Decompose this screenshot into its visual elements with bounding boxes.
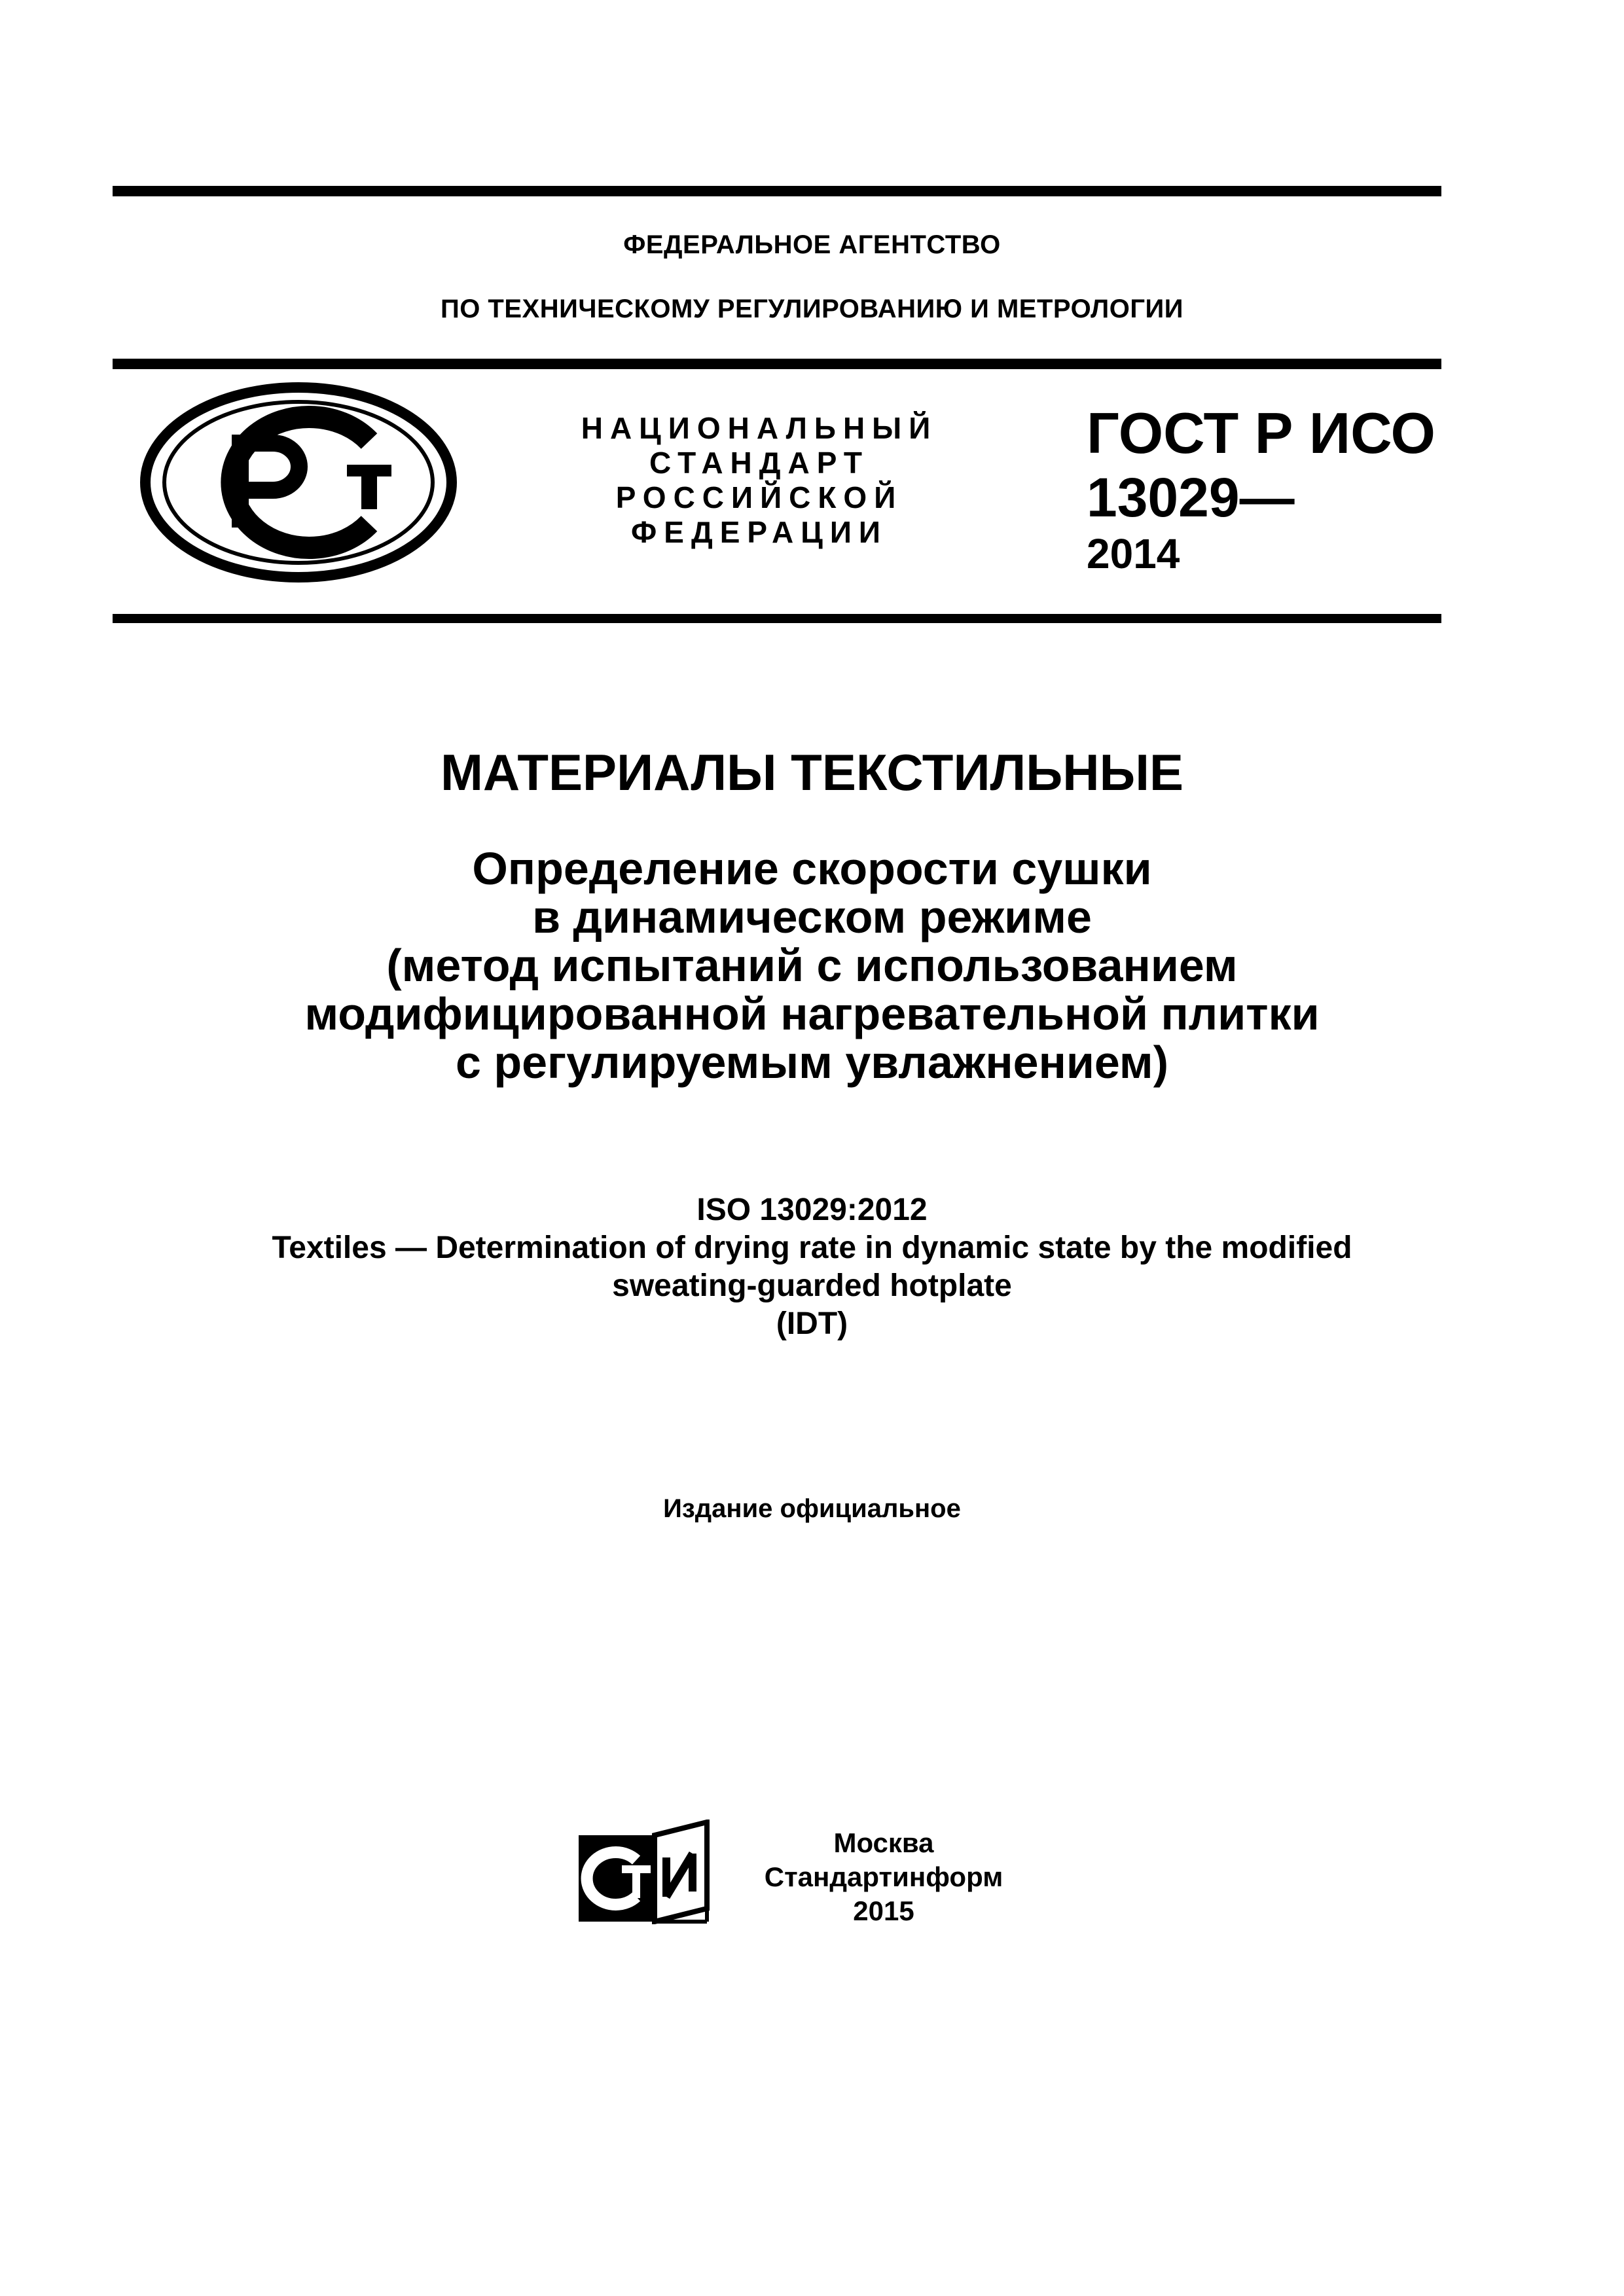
designation-line-2: 13029— <box>1087 467 1295 528</box>
standartinform-logo-icon <box>576 1820 713 1924</box>
iso-title-line-1: Textiles — Determination of drying rate in dynamic state by the modified <box>272 1230 1352 1265</box>
document-subtitle <box>0 844 1624 1086</box>
national-standard-line: ФЕДЕРАЦИИ <box>631 515 888 549</box>
iso-code: ISO 13029:2012 <box>696 1193 928 1227</box>
national-standard-line: НАЦИОНАЛЬНЫЙ <box>581 411 938 445</box>
top-rule <box>113 186 1441 196</box>
subtitle-line: с регулируемым увлажнением) <box>455 1037 1169 1088</box>
subtitle-line: (метод испытаний с использованием <box>386 940 1238 991</box>
document-title: МАТЕРИАЛЫ ТЕКСТИЛЬНЫЕ <box>440 744 1184 801</box>
iso-degree: (IDT) <box>776 1306 848 1341</box>
publication-year: 2015 <box>853 1895 914 1926</box>
subtitle-line: Определение скорости сушки <box>472 843 1152 894</box>
header-top-rule <box>113 359 1441 369</box>
publisher-block <box>727 1826 1041 1928</box>
subtitle-line: в динамическом режиме <box>532 891 1092 942</box>
national-standard-line: СТАНДАРТ <box>649 446 869 480</box>
standard-designation <box>1087 401 1435 579</box>
rst-mark-icon <box>139 381 458 584</box>
iso-title-line-2: sweating-guarded hotplate <box>612 1268 1012 1303</box>
agency-line-2: ПО ТЕХНИЧЕСКОМУ РЕГУЛИРОВАНИЮ И МЕТРОЛОГИИ <box>440 295 1184 323</box>
designation-line-1: ГОСТ Р ИСО <box>1087 401 1435 465</box>
national-standard-line: РОССИЙСКОЙ <box>615 480 903 514</box>
edition-label: Издание официальное <box>663 1494 961 1523</box>
iso-reference <box>0 1191 1624 1343</box>
designation-line-3: 2014 <box>1087 530 1180 577</box>
publisher-name: Стандартинформ <box>764 1861 1003 1892</box>
publisher-city: Москва <box>833 1827 934 1858</box>
header-bottom-rule <box>113 614 1441 623</box>
agency-line-1: ФЕДЕРАЛЬНОЕ АГЕНТСТВО <box>623 230 1001 259</box>
subtitle-line: модифицированной нагревательной плитки <box>304 988 1320 1039</box>
national-standard-label <box>550 411 969 550</box>
